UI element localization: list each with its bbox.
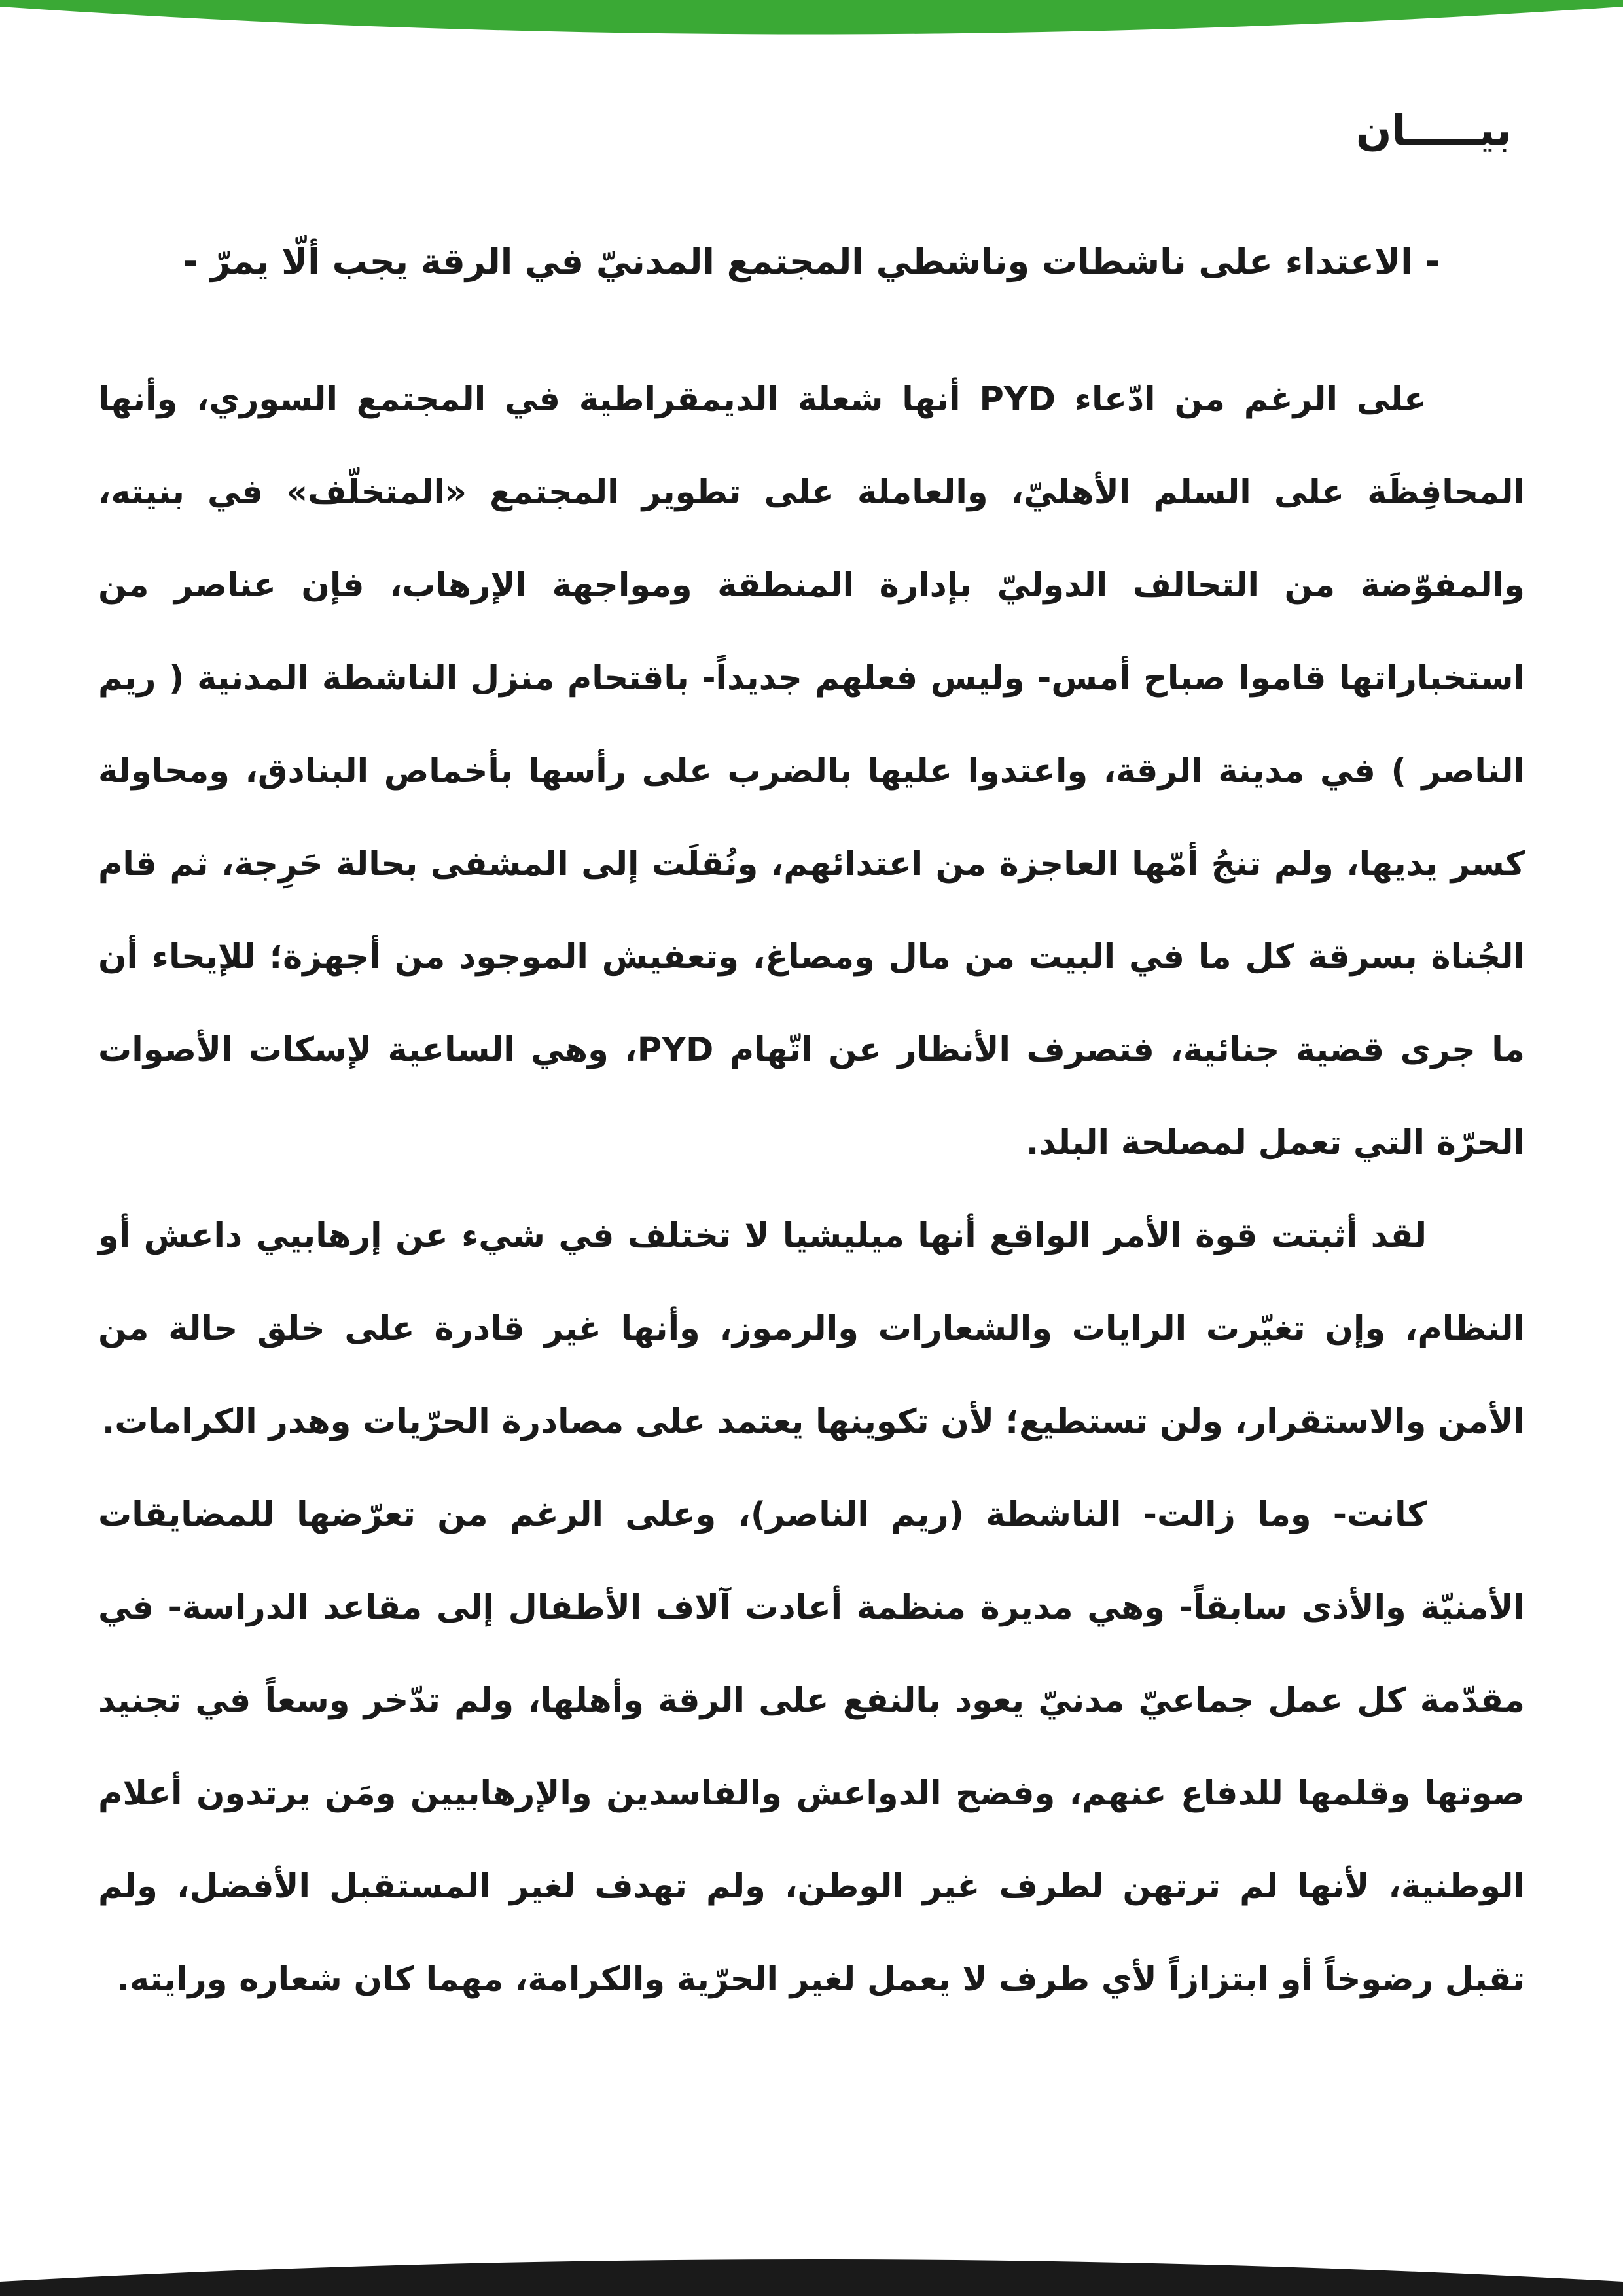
document-label: بيـــــان [1355,107,1512,155]
top-green-band [0,0,1623,39]
top-band-shape [0,0,1623,39]
paragraph-1: على الرغم من ادّعاء PYD أنها شعلة الديمقراطية في المجتمع السوري، وأنها المحافِظَة على السلم الأهليّ، والعاملة على تطوير المجتمع «المتخلّف» في بنيته، والمفوّضة من التحالف الدوليّ بإدارة المنطقة ومواجهة الإرهاب، فإن عناصر من استخباراتها قاموا صباح أمس- وليس فعلهم جديداً- باقتحام منزل الناشطة المدنية ( ريم الناصر ) في مدينة الرقة، واعتدوا عليها بالضرب على رأسها بأخماص البنادق، ومحاولة كسر يديها، ولم تنجُ أمّها العاجزة من اعتدائهم، ونُقلَت إلى المشفى بحالة حَرِجة، ثم قام الجُناة بسرقة كل ما في البيت من مال ومصاغ، وتعفيش الموجود من أجهزة؛ للإيحاء أن ما جرى قضية جنائية، فتصرف الأنظار عن اتّهام PYD، وهي الساعية لإسكات الأصوات الحرّة التي تعمل لمصلحة البلد. [98,380,1525,1162]
paragraph-2: لقد أثبتت قوة الأمر الواقع أنها ميليشيا لا تختلف في شيء عن إرهابيي داعش أو النظام، وإن تغيّرت الرايات والشعارات والرموز، وأنها غير قادرة على خلق حالة من الأمن والاستقرار، ولن تستطيع؛ لأن تكوينها يعتمد على مصادرة الحرّيات وهدر الكرامات. [98,1217,1525,1441]
bottom-dark-band [0,2244,1623,2296]
bottom-band-shape [0,2244,1623,2296]
paragraph-3: كانت- وما زالت- الناشطة (ريم الناصر)، وعلى الرغم من تعرّضها للمضايقات الأمنيّة والأذى سابقاً- وهي مديرة منظمة أعادت آلاف الأطفال إلى مقاعد الدراسة- في مقدّمة كل عمل جماعيّ مدنيّ يعود بالنفع على الرقة وأهلها، ولم تدّخر وسعاً في تجنيد صوتها وقلمها للدفاع عنهم، وفضح الدواعش والفاسدين والإرهابيين ومَن يرتدون أعلام الوطنية، لأنها لم ترتهن لطرف غير الوطن، ولم تهدف لغير المستقبل الأفضل، ولم تقبل رضوخاً أو ابتزازاً لأي طرف لا يعمل لغير الحرّية والكرامة، مهما كان شعاره ورايته. [98,1496,1525,1999]
document-body [98,98,1525,2026]
document-subtitle: - الاعتداء على ناشطات وناشطي المجتمع المدنيّ في الرقة يجب ألّا يمرّ - [183,241,1440,282]
